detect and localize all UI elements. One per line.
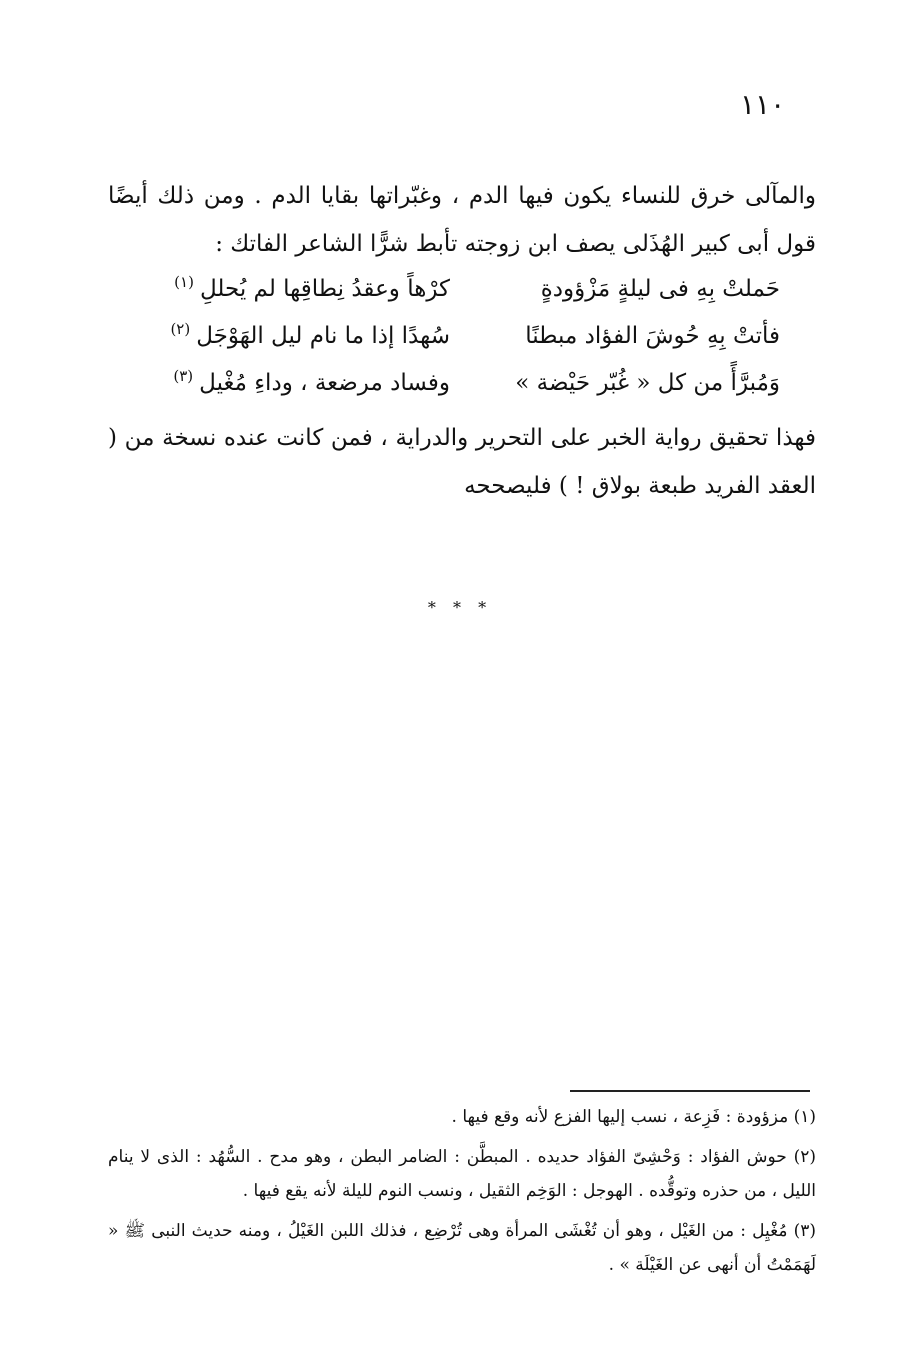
poem-verse (150, 313, 780, 360)
verse-second-hemistich (150, 360, 450, 407)
verse-first-hemistich: فأتتْ بِهِ حُوشَ الفؤاد مبطنًا (525, 323, 780, 349)
footnotes (108, 1100, 816, 1282)
footnote-3: (٣) مُغْيِل : من الغَيْل ، وهو أن تُغْشَى المرأة وهى تُرْضِع ، فذلك اللبن الغَيْلُ ، ومنه حديث النبى ﷺ « لَهَمَمْتُ أن أنهى عن الغَيْلَة » . (108, 1221, 816, 1275)
footnote-reference: (٣) (173, 367, 194, 386)
footnote-2: (٢) حوش الفؤاد : وَحْشِىّ الفؤاد حديده . المبطَّن : الضامر البطن ، وهو مدح . السُّهُد : الذى لا ينام الليل ، من حذره وتوقُّده . الهوجل : الوَخِم الثقيل ، ونسب النوم لليلة لأنه يقع فيها . (108, 1147, 816, 1201)
section-separator: * * * (427, 598, 493, 617)
verse-second-hemistich (150, 313, 450, 360)
verse-second-text: وفساد مرضعة ، وداءِ مُغْيل (199, 370, 450, 396)
poem-verse (150, 360, 780, 407)
verse-second-text: سُهدًا إذا ما نام ليل الهَوْجَل (196, 323, 450, 349)
footnote-reference: (٢) (170, 320, 191, 339)
intro-paragraph: والمآلى خرق للنساء يكون فيها الدم ، وغبّراتها بقايا الدم . ومن ذلك أيضًا قول أبى كبير الهُذَلى يصف ابن زوجته تأبط شرًّا الشاعر الفاتك : (108, 183, 816, 257)
verse-second-hemistich (150, 266, 450, 313)
page-number: ١١٠ (740, 88, 786, 121)
footnote-1: (١) مزؤودة : فَزِعة ، نسب إليها الفزع لأنه وقع فيها . (451, 1107, 816, 1127)
verse-first-hemistich: وَمُبرَّأً من كل « غُبّر حَيْضة » (515, 370, 780, 396)
verse-first-hemistich: حَملتْ بِهِ فى ليلةٍ مَزْؤودةٍ (540, 276, 780, 302)
closing-paragraph: فهذا تحقيق رواية الخبر على التحرير والدراية ، فمن كانت عنده نسخة من ( العقد الفريد طبعة بولاق ! ) فليصححه (108, 425, 816, 499)
footnote-divider (570, 1090, 810, 1092)
footnote-reference: (١) (174, 273, 194, 292)
poem (150, 266, 780, 407)
verse-second-text: كرْهاً وعقدُ نِطاقِها لم يُحللِ (199, 276, 450, 302)
poem-verse (150, 266, 780, 313)
